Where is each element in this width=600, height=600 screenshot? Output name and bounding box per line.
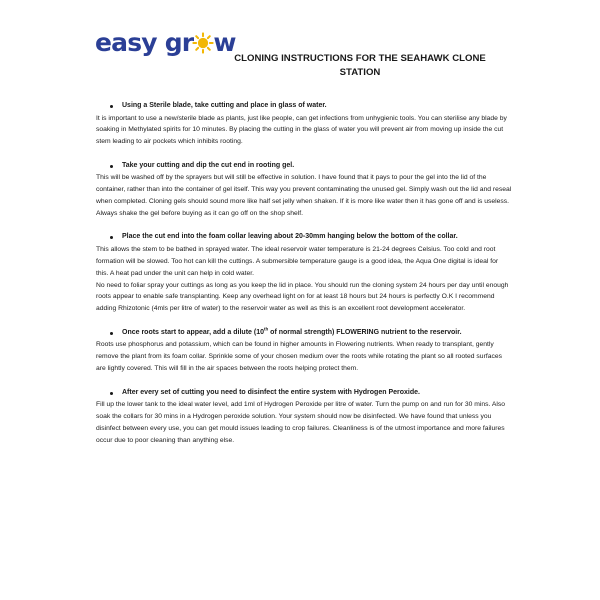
- step-paragraph: This allows the stem to be bathed in sprayed water. The ideal reservoir water temperature is 21-24 degrees Celsius. Too cold and root formation will be slowed. Too hot can kill the cuttings. A submersible temperature gauge is a good idea, the Aqua One digital is ideal for this. A heat pad under the unit can help in cold water.: [96, 245, 499, 277]
- logo-text-end: w: [213, 28, 236, 57]
- step-paragraph: Fill up the lower tank to the ideal water level, add 1ml of Hydrogen Peroxide per litre of water. Turn the pump on and run for 30 mins. Also soak the collars for 30 mins in a Hydrogen peroxide solution. Your system should now be disinfected. We have found that unless you disinfect between every use, you can get mould issues leading to crop failures. Cleanliness is of the utmost importance and more failures occur due to poor cleaning than anything else.: [96, 401, 505, 444]
- step-disinfect-system: [96, 387, 512, 447]
- step-heading: Using a Sterile blade, take cutting and place in glass of water.: [96, 100, 512, 112]
- heading-superscript: th: [263, 326, 269, 332]
- step-rooting-gel: [96, 160, 512, 220]
- sun-icon: [192, 32, 214, 54]
- step-heading: Place the cut end into the foam collar leaving about 20-30mm hanging below the bottom of the collar.: [96, 231, 512, 243]
- easy-grow-logo: [95, 28, 236, 58]
- step-paragraph: Roots use phosphorus and potassium, which can be found in higher amounts in Flowering nutrients. When ready to transplant, gently remove the plant from its foam collar. Sprinkle some of your chosen medium over the roots while rotating the plant so all rooted surfaces are lightly covered. This will fill in the air spaces between the roots helping protect them.: [96, 341, 502, 373]
- step-heading: Take your cutting and dip the cut end in rooting gel.: [96, 160, 512, 172]
- logo-text-start: easy gr: [95, 28, 194, 57]
- step-flowering-nutrient: [96, 327, 512, 375]
- step-paragraph: This will be washed off by the sprayers but will still be effective in solution. I have found that it pays to pour the gel into the lid of the container, rather than into the container of gel itself. This way you prevent contaminating the unused gel. Simply wash out the lid and reseal when completed. Cloning gels should sound more like half set jelly when shaken. If it is more like water then it has gone off and is useless. Always shake the gel before buying as it can go off on the shop shelf.: [96, 174, 512, 217]
- step-paragraph: No need to foliar spray your cuttings as long as you keep the lid in place. You should run the cloning system 24 hours per day until enough roots appear to enable safe transplanting. Keep any overhead light on for at least 18 hours but 24 hours is perfectly O.K I recommend adding Rhizotonic (4mls per litre of water) to the reservoir water as well as this is an excellent root development accelerator.: [96, 281, 509, 313]
- instructions-content: [96, 100, 512, 458]
- step-paragraph: It is important to use a new/sterile blade as plants, just like people, can get infections from unhygienic tools. You can sterilise any blade by soaking in Methylated spirits for 10 minutes. By placing the cutting in the glass of water you will prevent air from moving up inside the cut stem leading to air pockets which inhibits rooting.: [96, 114, 507, 146]
- heading-part: Once roots start to appear, add a dilute (10: [122, 328, 264, 336]
- step-sterile-blade: [96, 100, 512, 148]
- step-heading: After every set of cutting you need to disinfect the entire system with Hydrogen Peroxide.: [96, 387, 512, 399]
- page-title: CLONING INSTRUCTIONS FOR THE SEAHAWK CLONE STATION: [234, 53, 486, 78]
- step-heading: [96, 327, 512, 339]
- heading-part: of normal strength) FLOWERING nutrient to the reservoir.: [268, 328, 462, 336]
- step-foam-collar: [96, 231, 512, 315]
